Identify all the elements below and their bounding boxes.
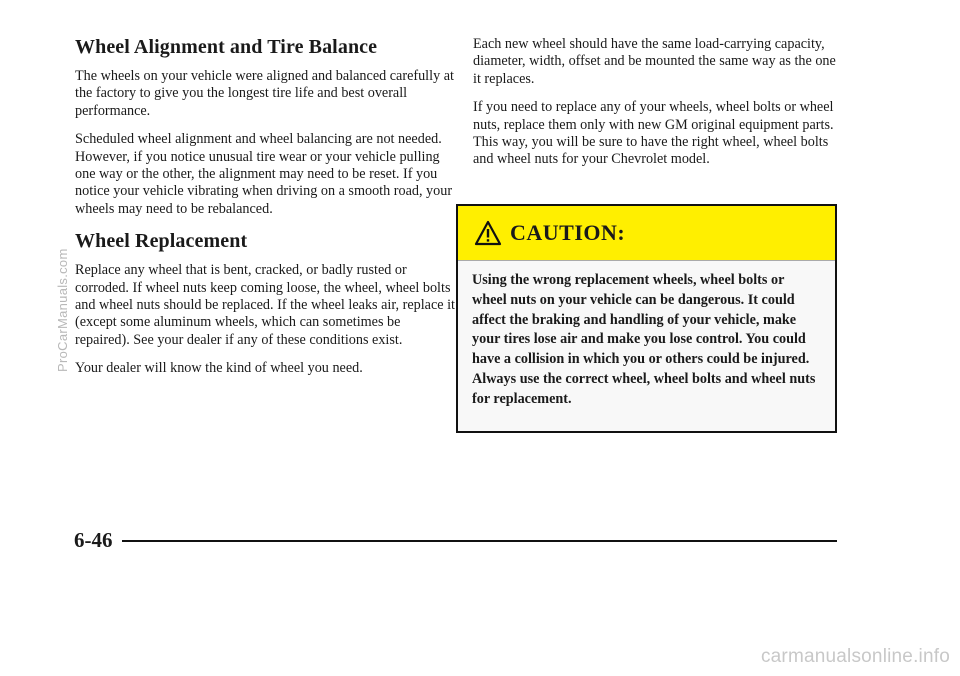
paragraph: Replace any wheel that is bent, cracked, or badly rusted or corroded. If wheel nuts keep coming loose, the wheel, wheel bolts and wheel nuts should be replaced. If the wheel leaks air, replace it (except some aluminum wheels, which can sometimes be repaired). See your dealer if any of these conditions exist. [75,262,455,348]
bottom-watermark: carmanualsonline.info [760,646,950,667]
side-watermark: ProCarManuals.com [55,248,70,372]
right-column [473,36,845,180]
caution-header [458,206,835,261]
paragraph: Your dealer will know the kind of wheel you need. [75,360,363,377]
caution-title: CAUTION: [510,220,626,245]
caution-text: Using the wrong replacement wheels, wheel bolts or wheel nuts on your vehicle can be dangerous. It could affect the braking and handling of your vehicle, make your tires lose air and make you lose control. You could have a collision in which you or others could be injured. Always use the correct wheel, wheel bolts and wheel nuts for replacement. [472,272,816,407]
paragraph: If you need to replace any of your wheels, wheel bolts or wheel nuts, replace them only with new GM original equipment parts. This way, you will be sure to have the right wheel, wheel bolts and wheel nuts for your Chevrolet model. [473,99,834,168]
paragraph: The wheels on your vehicle were aligned and balanced carefully at the factory to give you the longest tire life and best overall performance. [75,68,454,119]
footer-divider [122,540,837,542]
section-heading-wheel-replacement: Wheel Replacement [75,230,248,253]
page-number: 6-46 [74,528,113,552]
warning-triangle-icon [474,220,502,246]
section-heading-wheel-alignment: Wheel Alignment and Tire Balance [75,36,378,58]
paragraph: Scheduled wheel alignment and wheel balancing are not needed. However, if you notice unusual tire wear or your vehicle pulling one way or the other, the alignment may need to be reset. If you notice your vehicle vibrating when driving on a smooth road, your wheels may need to be rebalanced. [75,131,453,217]
caution-box [456,204,837,433]
paragraph: Each new wheel should have the same load-carrying capacity, diameter, width, offset and be mounted the same way as the one it replaces. [473,36,836,87]
left-column [75,36,455,389]
